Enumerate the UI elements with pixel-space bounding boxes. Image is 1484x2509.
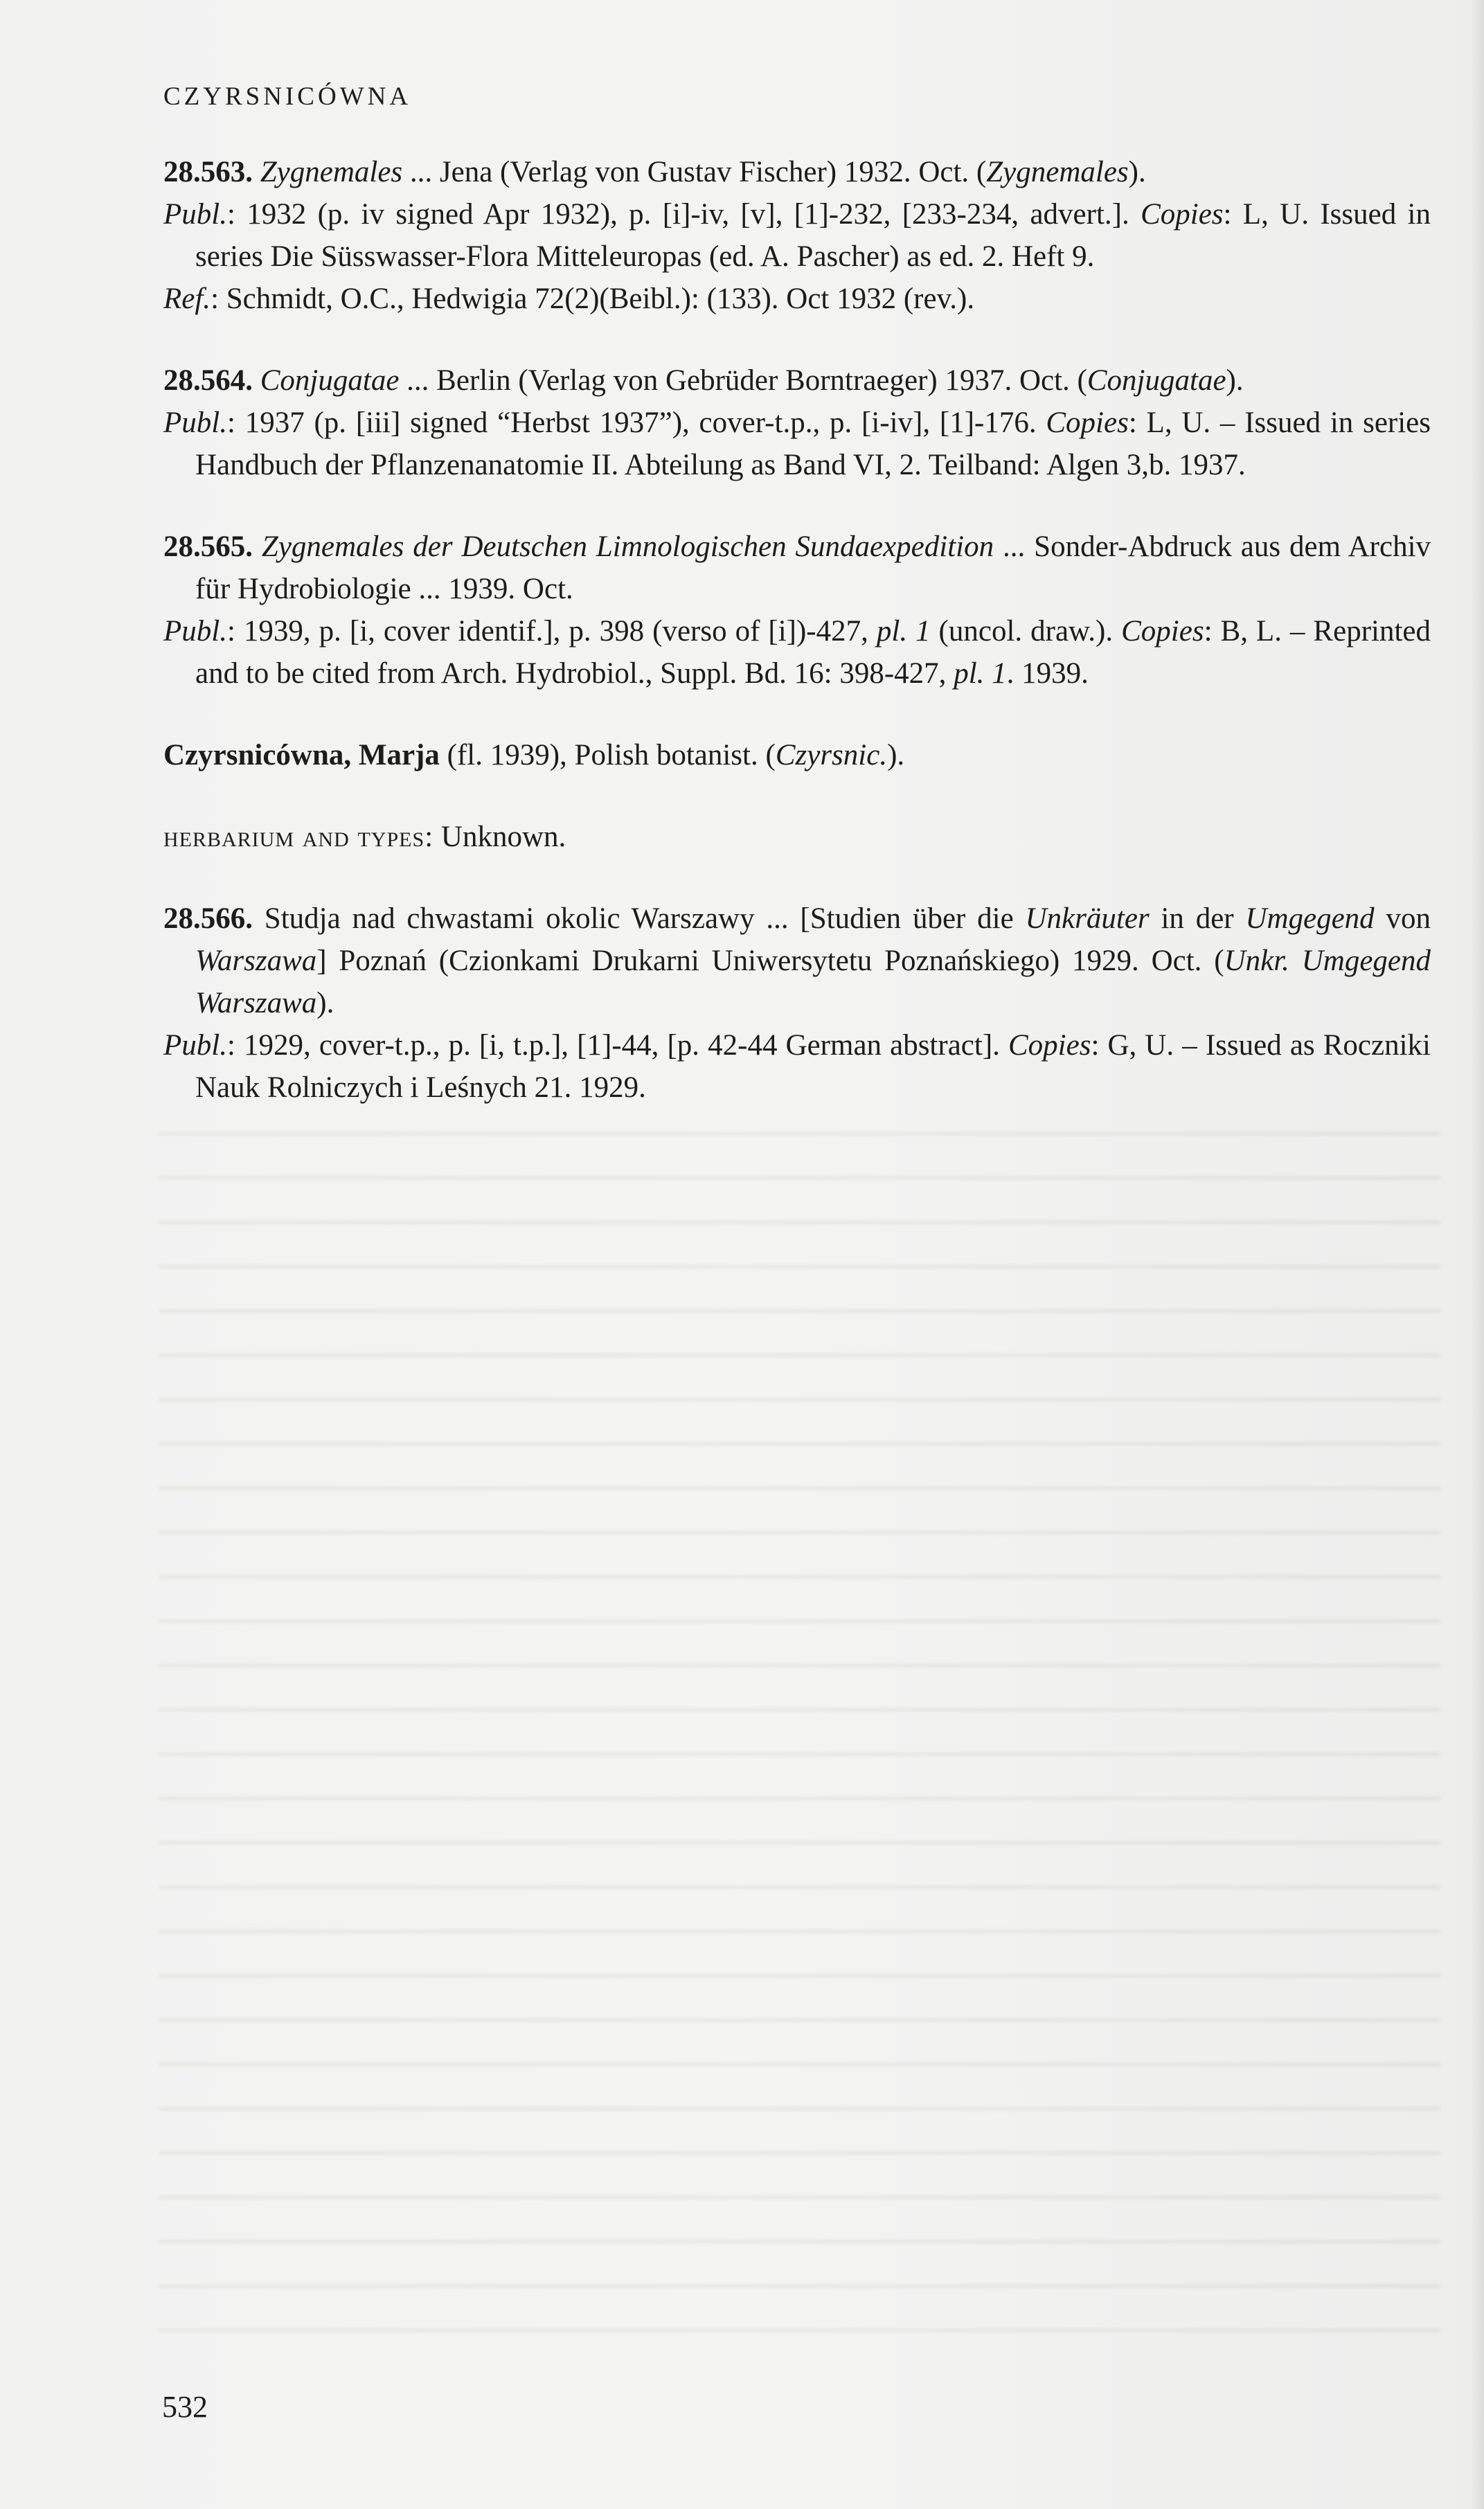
publ-text: : 1929, cover-t.p., p. [i, t.p.], [1]-44, [p. 42-44 German abstract]. (226, 1029, 1008, 1062)
copies-text: : B, L. – Reprinted and to be cited from Arch. Hydrobiol., Suppl. Bd. 16: 398-427, (195, 615, 1431, 690)
running-head: CZYRSNICÓWNA (163, 82, 412, 111)
publ-label: Publ. (163, 407, 227, 439)
entry-text-b: in der (1149, 902, 1246, 935)
entry-number: 28.566. (163, 902, 253, 935)
entry-line (163, 151, 1431, 193)
entry-publication (163, 193, 1431, 278)
entry-title: Zygnemales (260, 156, 403, 188)
entry-number: 28.565. (163, 530, 253, 563)
author-abbrev: Czyrsnic. (775, 739, 888, 771)
entry-line (163, 526, 1431, 610)
entry-28-564 (163, 359, 1431, 486)
entry-text: Studja nad chwastami okolic Warszawy ... [Studien über die (253, 902, 1026, 935)
entry-imprint: ... Jena (Verlag von Gustav Fischer) 1932. Oct. ( (402, 156, 987, 188)
publ-text: : 1939, p. [i, cover identif.], p. 398 (verso of [i])-427, (226, 615, 877, 648)
entry-short-title: Conjugatae (1087, 364, 1226, 397)
entry-imprint: ... Sonder-Abdruck aus dem Archiv für Hydrobiologie ... 1939. Oct. (195, 530, 1431, 605)
entry-close: ). (1128, 156, 1146, 188)
entry-line (163, 898, 1431, 1024)
herbarium-entry (163, 816, 1431, 858)
copies-text: : L, U. Issued in series Die Süsswasser-Flora Mitteleuropas (ed. A. Pascher) as ed. 2. Heft 9. (195, 198, 1431, 273)
entry-title: Conjugatae (260, 364, 400, 397)
author-line (163, 734, 1431, 776)
plate-label: pl. 1 (876, 615, 931, 648)
entry-28-565 (163, 526, 1431, 695)
copies-text-2: . 1939. (1006, 657, 1089, 690)
herbarium-line (163, 816, 1431, 858)
copies-label: Copies (1141, 198, 1224, 231)
entry-number: 28.563. (163, 156, 253, 188)
copies-text: : G, U. – Issued as Roczniki Nauk Rolniczych i Leśnych 21. 1929. (195, 1029, 1431, 1104)
entry-title: Zygnemales der Deutschen Limnologischen Sundaexpedition (261, 530, 994, 563)
herbarium-value: Unknown. (433, 821, 566, 853)
entry-28-566 (163, 898, 1431, 1109)
entry-short-title: Unkr. Umgegend Warszawa (195, 945, 1431, 1019)
copies-label: Copies (1121, 615, 1204, 648)
copies-label: Copies (1046, 407, 1129, 439)
author-info: (fl. 1939), Polish botanist. ( (439, 739, 776, 771)
entry-publication (163, 1024, 1431, 1109)
entry-text-c: von (1374, 902, 1431, 935)
entry-imprint: ... Berlin (Verlag von Gebrüder Borntraeger) 1937. Oct. ( (399, 364, 1087, 397)
publ-label: Publ. (163, 615, 227, 648)
publ-text-2: (uncol. draw.). (930, 615, 1122, 648)
entry-text-d: ] Poznań (Czionkami Drukarni Uniwersytetu Poznańskiego) 1929. Oct. ( (316, 945, 1224, 977)
page-edge-shadow (1470, 0, 1484, 2509)
main-content (163, 151, 1431, 1148)
entry-italic-c: Warszawa (195, 945, 317, 977)
author-entry (163, 734, 1431, 776)
entry-italic-a: Unkräuter (1025, 902, 1150, 935)
publ-text: : 1937 (p. [iii] signed “Herbst 1937”), cover-t.p., p. [i-iv], [1]-176. (226, 407, 1046, 439)
ref-text: : Schmidt, O.C., Hedwigia 72(2)(Beibl.): (133). Oct 1932 (rev.). (211, 283, 975, 315)
author-name: Czyrsnicówna, Marja (163, 739, 440, 771)
publ-text: : 1932 (p. iv signed Apr 1932), p. [i]-iv, [v], [1]-232, [233-234, advert.]. (226, 198, 1141, 231)
entry-28-563 (163, 151, 1431, 320)
entry-close: ). (316, 987, 334, 1019)
author-close: ). (887, 739, 905, 771)
entry-close: ). (1226, 364, 1244, 397)
entry-italic-b: Umgegend (1245, 902, 1375, 935)
copies-label: Copies (1008, 1029, 1091, 1062)
herbarium-label: herbarium and types: (163, 821, 434, 853)
entry-reference (163, 278, 1431, 320)
entry-publication (163, 610, 1431, 695)
plate-label-2: pl. 1 (954, 657, 1007, 690)
ref-label: Ref. (163, 283, 211, 315)
publ-label: Publ. (163, 198, 227, 231)
show-through-text (159, 1101, 1440, 2348)
entry-number: 28.564. (163, 364, 253, 397)
entry-short-title: Zygnemales (986, 156, 1129, 188)
entry-line (163, 359, 1431, 402)
copies-text: : L, U. – Issued in series Handbuch der Pflanzenanatomie II. Abteilung as Band VI, 2. Teilband: Algen 3,b. 1937. (195, 407, 1431, 481)
publ-label: Publ. (163, 1029, 227, 1062)
entry-publication (163, 402, 1431, 486)
page-number: 532 (162, 2390, 208, 2424)
